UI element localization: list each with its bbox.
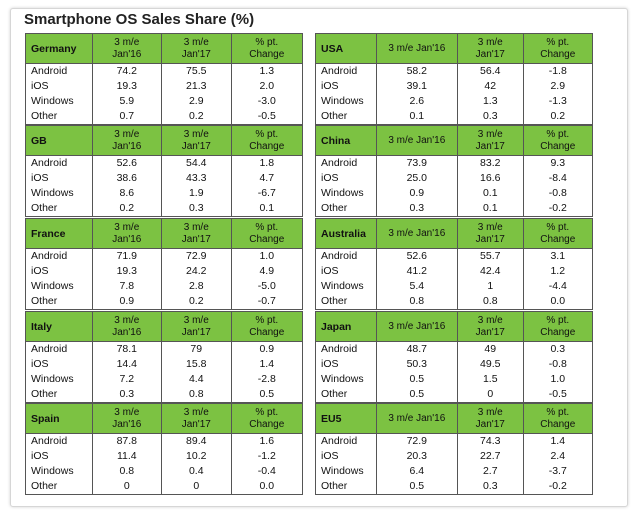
region-table-china bbox=[315, 125, 593, 217]
value-jan16: 0.3 bbox=[376, 201, 457, 216]
os-label: Windows bbox=[31, 465, 74, 477]
table-row bbox=[316, 201, 592, 216]
region-name: Spain bbox=[31, 412, 60, 425]
table-row bbox=[316, 357, 592, 372]
column-header-change: % pt. Change bbox=[523, 34, 592, 63]
os-label: Windows bbox=[31, 187, 74, 199]
region-name: Germany bbox=[31, 42, 77, 55]
value-jan16: 0.8 bbox=[376, 294, 457, 309]
region-name: Italy bbox=[31, 320, 53, 333]
value-jan17: 24.2 bbox=[161, 264, 230, 279]
os-label: Other bbox=[321, 388, 348, 400]
value-change: 1.0 bbox=[231, 249, 302, 264]
value-jan17: 21.3 bbox=[161, 79, 230, 94]
value-jan16: 19.3 bbox=[92, 79, 161, 94]
value-change: -3.0 bbox=[231, 94, 302, 109]
value-change: -8.4 bbox=[523, 171, 592, 186]
column-header-change: % pt. Change bbox=[231, 126, 302, 155]
os-label: iOS bbox=[321, 80, 339, 92]
table-row bbox=[316, 109, 592, 124]
value-jan16: 0.5 bbox=[376, 387, 457, 402]
column-header-jan16: 3 m/e Jan'16 bbox=[92, 126, 161, 155]
os-label: Other bbox=[321, 480, 348, 492]
table-row bbox=[26, 109, 302, 124]
value-jan17: 54.4 bbox=[161, 156, 230, 171]
value-jan16: 0.7 bbox=[92, 109, 161, 124]
value-jan17: 79 bbox=[161, 342, 230, 357]
table-row bbox=[26, 434, 302, 449]
value-change: 4.9 bbox=[231, 264, 302, 279]
table-row bbox=[26, 279, 302, 294]
table-row bbox=[26, 264, 302, 279]
value-jan17: 1.3 bbox=[457, 94, 523, 109]
column-header-jan16: 3 m/e Jan'16 bbox=[376, 126, 457, 155]
value-change: 2.0 bbox=[231, 79, 302, 94]
table-row bbox=[316, 479, 592, 494]
region-table-eu5 bbox=[315, 403, 593, 495]
column-header-jan16: 3 m/e Jan'16 bbox=[376, 404, 457, 433]
column-header-change: % pt. Change bbox=[523, 312, 592, 341]
value-jan17: 72.9 bbox=[161, 249, 230, 264]
column-header-jan16: 3 m/e Jan'16 bbox=[92, 219, 161, 248]
region-header bbox=[316, 219, 592, 249]
value-jan17: 0.3 bbox=[161, 201, 230, 216]
value-jan16: 78.1 bbox=[92, 342, 161, 357]
value-jan16: 71.9 bbox=[92, 249, 161, 264]
os-label: Android bbox=[31, 157, 68, 169]
column-header-jan16: 3 m/e Jan'16 bbox=[376, 34, 457, 63]
column-header-jan17: 3 m/e Jan'17 bbox=[457, 404, 523, 433]
column-header-jan17: 3 m/e Jan'17 bbox=[161, 312, 230, 341]
value-change: -1.2 bbox=[231, 449, 302, 464]
table-row bbox=[316, 64, 592, 79]
value-jan17: 22.7 bbox=[457, 449, 523, 464]
table-row bbox=[316, 79, 592, 94]
page-title: Smartphone OS Sales Share (%) bbox=[24, 11, 255, 28]
table-row bbox=[316, 279, 592, 294]
column-header-change: % pt. Change bbox=[231, 312, 302, 341]
os-label: Other bbox=[321, 295, 348, 307]
region-name: Australia bbox=[321, 227, 366, 240]
column-header-jan16: 3 m/e Jan'16 bbox=[92, 404, 161, 433]
os-label: Windows bbox=[321, 95, 364, 107]
value-jan17: 1 bbox=[457, 279, 523, 294]
value-jan16: 20.3 bbox=[376, 449, 457, 464]
value-jan16: 52.6 bbox=[376, 249, 457, 264]
value-jan16: 11.4 bbox=[92, 449, 161, 464]
value-change: -1.8 bbox=[523, 64, 592, 79]
value-change: 1.6 bbox=[231, 434, 302, 449]
table-row bbox=[26, 294, 302, 309]
value-jan16: 0.5 bbox=[376, 479, 457, 494]
value-jan17: 0 bbox=[457, 387, 523, 402]
value-jan17: 0.1 bbox=[457, 186, 523, 201]
value-change: -0.2 bbox=[523, 201, 592, 216]
value-jan17: 43.3 bbox=[161, 171, 230, 186]
os-label: Other bbox=[31, 295, 58, 307]
table-row bbox=[316, 294, 592, 309]
value-change: -5.0 bbox=[231, 279, 302, 294]
region-name: Japan bbox=[321, 320, 352, 333]
value-jan16: 19.3 bbox=[92, 264, 161, 279]
region-table-japan bbox=[315, 311, 593, 403]
os-label: Android bbox=[321, 250, 358, 262]
value-jan17: 49 bbox=[457, 342, 523, 357]
value-change: -3.7 bbox=[523, 464, 592, 479]
region-name: EU5 bbox=[321, 412, 342, 425]
value-jan17: 10.2 bbox=[161, 449, 230, 464]
value-change: 0.1 bbox=[231, 201, 302, 216]
os-label: Other bbox=[31, 110, 58, 122]
region-header bbox=[26, 126, 302, 156]
value-change: 4.7 bbox=[231, 171, 302, 186]
value-change: 0.9 bbox=[231, 342, 302, 357]
value-jan16: 52.6 bbox=[92, 156, 161, 171]
os-label: Windows bbox=[31, 280, 74, 292]
column-header-jan16: 3 m/e Jan'16 bbox=[92, 34, 161, 63]
value-change: 1.3 bbox=[231, 64, 302, 79]
value-jan17: 0.2 bbox=[161, 294, 230, 309]
value-jan17: 56.4 bbox=[457, 64, 523, 79]
column-header-change: % pt. Change bbox=[231, 34, 302, 63]
os-label: Other bbox=[31, 480, 58, 492]
table-row bbox=[26, 64, 302, 79]
value-change: -0.7 bbox=[231, 294, 302, 309]
table-row bbox=[316, 464, 592, 479]
table-row bbox=[26, 79, 302, 94]
column-header-jan16: 3 m/e Jan'16 bbox=[376, 219, 457, 248]
value-change: 0.3 bbox=[523, 342, 592, 357]
region-table-spain bbox=[25, 403, 303, 495]
value-jan17: 0.4 bbox=[161, 464, 230, 479]
table-row bbox=[26, 387, 302, 402]
column-header-change: % pt. Change bbox=[523, 404, 592, 433]
value-change: -0.8 bbox=[523, 186, 592, 201]
region-table-france bbox=[25, 218, 303, 310]
column-header-jan17: 3 m/e Jan'17 bbox=[457, 34, 523, 63]
os-label: iOS bbox=[321, 265, 339, 277]
value-jan17: 0.3 bbox=[457, 109, 523, 124]
value-jan17: 89.4 bbox=[161, 434, 230, 449]
os-label: Android bbox=[321, 343, 358, 355]
value-jan17: 0.3 bbox=[457, 479, 523, 494]
value-jan17: 83.2 bbox=[457, 156, 523, 171]
table-row bbox=[26, 249, 302, 264]
table-row bbox=[26, 156, 302, 171]
value-change: -0.8 bbox=[523, 357, 592, 372]
os-label: iOS bbox=[31, 265, 49, 277]
os-label: Other bbox=[321, 110, 348, 122]
region-header bbox=[26, 219, 302, 249]
os-label: Windows bbox=[321, 187, 364, 199]
table-row bbox=[26, 357, 302, 372]
column-header-change: % pt. Change bbox=[523, 126, 592, 155]
value-jan17: 42.4 bbox=[457, 264, 523, 279]
value-jan17: 75.5 bbox=[161, 64, 230, 79]
table-row bbox=[26, 201, 302, 216]
value-jan16: 0.9 bbox=[376, 186, 457, 201]
os-label: Android bbox=[31, 435, 68, 447]
region-name: France bbox=[31, 227, 66, 240]
region-header bbox=[26, 404, 302, 434]
value-jan16: 7.8 bbox=[92, 279, 161, 294]
value-change: 0.2 bbox=[523, 109, 592, 124]
value-jan16: 0.3 bbox=[92, 387, 161, 402]
os-label: iOS bbox=[321, 358, 339, 370]
value-jan16: 0.1 bbox=[376, 109, 457, 124]
table-row bbox=[316, 342, 592, 357]
os-label: iOS bbox=[31, 358, 49, 370]
value-jan17: 15.8 bbox=[161, 357, 230, 372]
value-change: 2.9 bbox=[523, 79, 592, 94]
os-label: Android bbox=[31, 65, 68, 77]
table-row bbox=[26, 479, 302, 494]
region-header bbox=[316, 34, 592, 64]
value-jan16: 87.8 bbox=[92, 434, 161, 449]
value-change: -1.3 bbox=[523, 94, 592, 109]
column-header-jan17: 3 m/e Jan'17 bbox=[161, 404, 230, 433]
value-jan17: 0.8 bbox=[161, 387, 230, 402]
value-jan16: 2.6 bbox=[376, 94, 457, 109]
region-header bbox=[316, 126, 592, 156]
value-change: 3.1 bbox=[523, 249, 592, 264]
os-label: Other bbox=[321, 202, 348, 214]
value-change: 0.0 bbox=[523, 294, 592, 309]
table-row bbox=[26, 372, 302, 387]
value-change: 1.8 bbox=[231, 156, 302, 171]
value-jan16: 39.1 bbox=[376, 79, 457, 94]
value-change: 9.3 bbox=[523, 156, 592, 171]
value-jan17: 4.4 bbox=[161, 372, 230, 387]
region-table-australia bbox=[315, 218, 593, 310]
value-jan16: 58.2 bbox=[376, 64, 457, 79]
os-label: Windows bbox=[321, 465, 364, 477]
table-row bbox=[316, 434, 592, 449]
os-label: Android bbox=[321, 157, 358, 169]
column-header-jan17: 3 m/e Jan'17 bbox=[457, 219, 523, 248]
region-header bbox=[316, 404, 592, 434]
region-table-usa bbox=[315, 33, 593, 125]
table-row bbox=[316, 94, 592, 109]
value-jan16: 8.6 bbox=[92, 186, 161, 201]
value-jan17: 2.8 bbox=[161, 279, 230, 294]
table-row bbox=[26, 342, 302, 357]
os-label: iOS bbox=[31, 172, 49, 184]
value-change: 0.0 bbox=[231, 479, 302, 494]
os-label: iOS bbox=[321, 450, 339, 462]
table-row bbox=[26, 449, 302, 464]
os-label: Android bbox=[321, 435, 358, 447]
region-table-germany bbox=[25, 33, 303, 125]
value-change: 0.5 bbox=[231, 387, 302, 402]
table-row bbox=[26, 171, 302, 186]
os-label: Windows bbox=[31, 373, 74, 385]
column-header-change: % pt. Change bbox=[523, 219, 592, 248]
value-jan17: 16.6 bbox=[457, 171, 523, 186]
os-label: Android bbox=[31, 250, 68, 262]
value-jan17: 49.5 bbox=[457, 357, 523, 372]
value-jan16: 25.0 bbox=[376, 171, 457, 186]
os-label: Other bbox=[31, 202, 58, 214]
os-label: Android bbox=[321, 65, 358, 77]
column-header-jan16: 3 m/e Jan'16 bbox=[92, 312, 161, 341]
region-name: USA bbox=[321, 42, 344, 55]
os-label: Windows bbox=[31, 95, 74, 107]
value-jan16: 0.2 bbox=[92, 201, 161, 216]
value-jan16: 0.9 bbox=[92, 294, 161, 309]
value-jan16: 5.4 bbox=[376, 279, 457, 294]
value-jan16: 73.9 bbox=[376, 156, 457, 171]
value-jan16: 14.4 bbox=[92, 357, 161, 372]
value-jan16: 72.9 bbox=[376, 434, 457, 449]
os-label: iOS bbox=[321, 172, 339, 184]
column-header-change: % pt. Change bbox=[231, 404, 302, 433]
column-header-jan17: 3 m/e Jan'17 bbox=[457, 312, 523, 341]
value-jan16: 74.2 bbox=[92, 64, 161, 79]
value-jan17: 0.1 bbox=[457, 201, 523, 216]
value-jan17: 0.8 bbox=[457, 294, 523, 309]
table-row bbox=[26, 464, 302, 479]
value-jan16: 0.5 bbox=[376, 372, 457, 387]
os-label: Other bbox=[31, 388, 58, 400]
value-jan16: 38.6 bbox=[92, 171, 161, 186]
value-jan16: 41.2 bbox=[376, 264, 457, 279]
column-header-jan17: 3 m/e Jan'17 bbox=[161, 219, 230, 248]
value-jan16: 0.8 bbox=[92, 464, 161, 479]
table-row bbox=[316, 372, 592, 387]
region-name: GB bbox=[31, 134, 47, 147]
value-jan17: 1.5 bbox=[457, 372, 523, 387]
value-jan16: 7.2 bbox=[92, 372, 161, 387]
value-jan16: 5.9 bbox=[92, 94, 161, 109]
table-row bbox=[316, 449, 592, 464]
value-change: -0.5 bbox=[231, 109, 302, 124]
region-name: China bbox=[321, 134, 351, 147]
value-change: 1.4 bbox=[231, 357, 302, 372]
value-change: 1.2 bbox=[523, 264, 592, 279]
table-row bbox=[26, 94, 302, 109]
os-label: Windows bbox=[321, 373, 364, 385]
value-jan17: 2.9 bbox=[161, 94, 230, 109]
region-table-italy bbox=[25, 311, 303, 403]
table-row bbox=[316, 171, 592, 186]
value-change: -4.4 bbox=[523, 279, 592, 294]
region-header bbox=[26, 312, 302, 342]
column-header-jan17: 3 m/e Jan'17 bbox=[161, 126, 230, 155]
table-row bbox=[316, 156, 592, 171]
value-jan17: 42 bbox=[457, 79, 523, 94]
os-label: Windows bbox=[321, 280, 364, 292]
column-header-jan17: 3 m/e Jan'17 bbox=[161, 34, 230, 63]
value-jan17: 74.3 bbox=[457, 434, 523, 449]
value-change: -6.7 bbox=[231, 186, 302, 201]
value-jan16: 48.7 bbox=[376, 342, 457, 357]
column-header-change: % pt. Change bbox=[231, 219, 302, 248]
table-row bbox=[316, 186, 592, 201]
value-change: 2.4 bbox=[523, 449, 592, 464]
value-change: -0.2 bbox=[523, 479, 592, 494]
region-table-gb bbox=[25, 125, 303, 217]
os-label: Android bbox=[31, 343, 68, 355]
value-change: -2.8 bbox=[231, 372, 302, 387]
value-jan16: 50.3 bbox=[376, 357, 457, 372]
value-jan17: 1.9 bbox=[161, 186, 230, 201]
os-label: iOS bbox=[31, 450, 49, 462]
value-change: 1.0 bbox=[523, 372, 592, 387]
column-header-jan17: 3 m/e Jan'17 bbox=[457, 126, 523, 155]
value-jan16: 6.4 bbox=[376, 464, 457, 479]
region-header bbox=[26, 34, 302, 64]
value-jan16: 0 bbox=[92, 479, 161, 494]
value-change: -0.5 bbox=[523, 387, 592, 402]
value-jan17: 55.7 bbox=[457, 249, 523, 264]
os-label: iOS bbox=[31, 80, 49, 92]
table-row bbox=[316, 249, 592, 264]
table-row bbox=[316, 264, 592, 279]
value-jan17: 0.2 bbox=[161, 109, 230, 124]
table-row bbox=[26, 186, 302, 201]
value-change: -0.4 bbox=[231, 464, 302, 479]
value-change: 1.4 bbox=[523, 434, 592, 449]
column-header-jan16: 3 m/e Jan'16 bbox=[376, 312, 457, 341]
value-jan17: 2.7 bbox=[457, 464, 523, 479]
value-jan17: 0 bbox=[161, 479, 230, 494]
region-header bbox=[316, 312, 592, 342]
table-row bbox=[316, 387, 592, 402]
